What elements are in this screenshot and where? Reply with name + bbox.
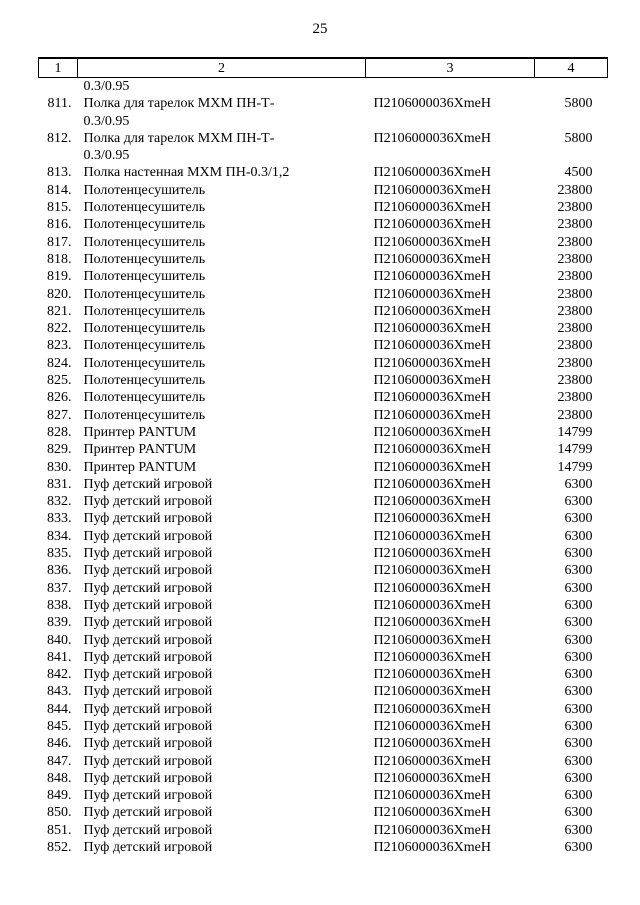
item-amount: 14799	[557, 442, 593, 458]
page-number: 25	[312, 21, 328, 37]
item-amount: 14799	[557, 459, 593, 475]
item-name: Пуф детский игровой	[83, 701, 213, 717]
item-code: П2106000036ХmeH	[373, 805, 491, 821]
item-name: Принтер PANTUM	[83, 459, 197, 475]
table-row	[39, 95, 608, 130]
item-amount: 6300	[564, 770, 593, 786]
table-row	[39, 130, 608, 165]
row-number: 821.	[47, 303, 72, 319]
item-name: Полотенцесушитель	[83, 390, 206, 406]
row-number: 812.	[47, 130, 72, 146]
item-name: Пуф детский игровой	[83, 528, 213, 544]
item-name: Полотенцесушитель	[83, 200, 206, 216]
item-name: Полотенцесушитель	[83, 251, 206, 267]
row-number: 813.	[47, 165, 72, 181]
table-row	[39, 355, 608, 372]
table-row	[39, 199, 608, 216]
item-amount: 6300	[564, 805, 593, 821]
item-amount: 6300	[564, 840, 593, 856]
table-row	[39, 164, 608, 181]
item-amount: 6300	[564, 701, 593, 717]
item-code: П2106000036ХmeH	[373, 597, 491, 613]
item-name: Пуф детский игровой	[83, 580, 213, 596]
item-amount: 6300	[564, 667, 593, 683]
item-code: П2106000036ХmeH	[373, 494, 491, 510]
item-name: Полотенцесушитель	[83, 355, 206, 371]
item-amount: 6300	[564, 615, 593, 631]
item-name: Пуф детский игровой	[83, 476, 213, 492]
item-code: П2106000036ХmeH	[373, 476, 491, 492]
item-name: Полотенцесушитель	[83, 182, 206, 198]
table-header	[39, 58, 608, 78]
table-row	[39, 597, 608, 614]
row-number: 835.	[47, 546, 72, 562]
row-number: 834.	[47, 528, 72, 544]
item-code: П2106000036ХmeH	[373, 736, 491, 752]
item-amount: 23800	[557, 200, 593, 216]
table-body	[39, 78, 608, 857]
item-name: Полотенцесушитель	[83, 303, 206, 319]
item-name	[78, 95, 366, 130]
table-row	[39, 718, 608, 735]
item-code: П2106000036ХmeH	[373, 251, 491, 267]
row-number: 819.	[47, 269, 72, 285]
item-code: П2106000036ХmeH	[373, 649, 491, 665]
table-row	[39, 407, 608, 424]
table-row	[39, 545, 608, 562]
row-number: 844.	[47, 701, 72, 717]
table-row	[39, 822, 608, 839]
item-amount: 23800	[557, 373, 593, 389]
item-amount: 6300	[564, 718, 593, 734]
table-row	[39, 562, 608, 579]
row-number: 837.	[47, 580, 72, 596]
header-row	[39, 58, 608, 78]
item-amount: 6300	[564, 649, 593, 665]
item-code: П2106000036ХmeH	[373, 632, 491, 648]
item-amount: 23800	[557, 269, 593, 285]
item-name: Пуф детский игровой	[83, 494, 213, 510]
row-number: 817.	[47, 234, 72, 250]
item-code: П2106000036ХmeH	[373, 373, 491, 389]
table-row	[39, 286, 608, 303]
item-name: Пуф детский игровой	[83, 718, 213, 734]
table-row	[39, 337, 608, 354]
row-number: 816.	[47, 217, 72, 233]
item-amount: 6300	[564, 736, 593, 752]
inventory-table	[38, 57, 608, 856]
item-code: П2106000036ХmeH	[373, 355, 491, 371]
item-code: П2106000036ХmeH	[373, 822, 491, 838]
item-code: П2106000036ХmeH	[373, 701, 491, 717]
table-row	[39, 580, 608, 597]
item-name: Пуф детский игровой	[83, 753, 213, 769]
item-amount: 23800	[557, 355, 593, 371]
item-amount: 6300	[564, 788, 593, 804]
table-row	[39, 372, 608, 389]
item-code: П2106000036ХmeH	[373, 770, 491, 786]
table-row	[39, 389, 608, 406]
item-code: П2106000036ХmeH	[373, 667, 491, 683]
table-row	[39, 268, 608, 285]
table-row	[39, 701, 608, 718]
item-code: П2106000036ХmeH	[373, 217, 491, 233]
row-number: 811.	[47, 96, 72, 112]
row-number: 850.	[47, 805, 72, 821]
item-amount: 6300	[564, 684, 593, 700]
item-code: П2106000036ХmeH	[373, 200, 491, 216]
item-name: Принтер PANTUM	[83, 424, 197, 440]
item-amount: 23800	[557, 390, 593, 406]
table-row	[39, 683, 608, 700]
row-number: 814.	[47, 182, 72, 198]
column-header-4: 4	[535, 58, 608, 78]
item-name: Пуф детский игровой	[83, 788, 213, 804]
item-amount: 6300	[564, 476, 593, 492]
item-code: П2106000036ХmeH	[373, 511, 491, 527]
table-row	[39, 216, 608, 233]
item-amount: 6300	[564, 822, 593, 838]
table-row	[39, 735, 608, 752]
table-row	[39, 303, 608, 320]
item-code: П2106000036ХmeH	[373, 442, 491, 458]
item-code: П2106000036ХmeH	[373, 165, 491, 181]
continuation-row	[39, 78, 608, 96]
item-amount: 23800	[557, 217, 593, 233]
row-number: 852.	[47, 840, 72, 856]
row-number: 848.	[47, 770, 72, 786]
row-number: 830.	[47, 459, 72, 475]
item-code: П2106000036ХmeH	[373, 459, 491, 475]
table-row	[39, 614, 608, 631]
item-amount: 6300	[564, 528, 593, 544]
item-amount: 23800	[557, 321, 593, 337]
table-row	[39, 649, 608, 666]
item-amount: 23800	[557, 182, 593, 198]
item-amount: 5800	[564, 96, 593, 112]
item-code: П2106000036ХmeH	[373, 390, 491, 406]
row-number: 818.	[47, 251, 72, 267]
table-row	[39, 510, 608, 527]
item-code: П2106000036ХmeH	[373, 130, 491, 146]
continuation-text: 0.3/0.95	[83, 79, 130, 94]
item-name: Полка настенная МХМ ПН-0.3/1,2	[83, 165, 290, 181]
item-amount: 6300	[564, 597, 593, 613]
item-name: Пуф детский игровой	[83, 736, 213, 752]
row-number: 849.	[47, 788, 72, 804]
item-code: П2106000036ХmeH	[373, 546, 491, 562]
item-amount: 6300	[564, 494, 593, 510]
item-code: П2106000036ХmeH	[373, 96, 491, 112]
item-name: Полотенцесушитель	[83, 234, 206, 250]
row-number: 815.	[47, 200, 72, 216]
item-code: П2106000036ХmeH	[373, 718, 491, 734]
item-code: П2106000036ХmeH	[373, 286, 491, 302]
item-amount: 4500	[564, 165, 593, 181]
item-code: П2106000036ХmeH	[373, 424, 491, 440]
item-amount: 6300	[564, 546, 593, 562]
item-amount: 14799	[557, 424, 593, 440]
row-number: 828.	[47, 424, 72, 440]
item-code: П2106000036ХmeH	[373, 321, 491, 337]
row-number: 829.	[47, 442, 72, 458]
item-name: Пуф детский игровой	[83, 805, 213, 821]
item-name-line-2: 0.3/0.95	[83, 148, 130, 164]
row-number: 851.	[47, 822, 72, 838]
row-number: 827.	[47, 407, 72, 423]
item-name: Полотенцесушитель	[83, 286, 206, 302]
item-code: П2106000036ХmeH	[373, 788, 491, 804]
item-amount: 23800	[557, 407, 593, 423]
row-number: 838.	[47, 597, 72, 613]
row-number: 820.	[47, 286, 72, 302]
table-row	[39, 753, 608, 770]
item-name: Пуф детский игровой	[83, 667, 213, 683]
item-code: П2106000036ХmeH	[373, 234, 491, 250]
table-row	[39, 804, 608, 821]
item-name: Полотенцесушитель	[83, 269, 206, 285]
item-name: Пуф детский игровой	[83, 615, 213, 631]
item-code: П2106000036ХmeH	[373, 580, 491, 596]
column-header-1: 1	[39, 58, 78, 78]
row-number: 839.	[47, 615, 72, 631]
item-name: Пуф детский игровой	[83, 546, 213, 562]
item-name-line-1: Полка для тарелок МХМ ПН-Т-	[83, 130, 275, 146]
item-amount: 6300	[564, 632, 593, 648]
item-name: Пуф детский игровой	[83, 649, 213, 665]
item-code: П2106000036ХmeH	[373, 563, 491, 579]
table-row	[39, 320, 608, 337]
row-number: 840.	[47, 632, 72, 648]
row-number: 845.	[47, 718, 72, 734]
row-number: 825.	[47, 373, 72, 389]
item-name-line-2: 0.3/0.95	[83, 113, 130, 129]
item-name: Пуф детский игровой	[83, 822, 213, 838]
item-amount: 6300	[564, 563, 593, 579]
row-number: 833.	[47, 511, 72, 527]
item-name: Полотенцесушитель	[83, 217, 206, 233]
table-row	[39, 424, 608, 441]
table-row	[39, 441, 608, 458]
item-amount: 6300	[564, 580, 593, 596]
item-amount: 23800	[557, 251, 593, 267]
item-code: П2106000036ХmeH	[373, 528, 491, 544]
item-name: Пуф детский игровой	[83, 597, 213, 613]
table-row	[39, 476, 608, 493]
item-amount: 5800	[564, 130, 593, 146]
table-row	[39, 528, 608, 545]
table-row	[39, 632, 608, 649]
item-name	[78, 130, 366, 165]
item-amount: 23800	[557, 286, 593, 302]
row-number: 847.	[47, 753, 72, 769]
table-row	[39, 459, 608, 476]
item-amount: 23800	[557, 234, 593, 250]
table-row	[39, 839, 608, 856]
item-amount: 6300	[564, 753, 593, 769]
item-code: П2106000036ХmeH	[373, 182, 491, 198]
row-number: 842.	[47, 667, 72, 683]
row-number: 836.	[47, 563, 72, 579]
item-name: Пуф детский игровой	[83, 770, 213, 786]
item-code: П2106000036ХmeH	[373, 407, 491, 423]
item-name: Пуф детский игровой	[83, 684, 213, 700]
table-row	[39, 251, 608, 268]
item-code: П2106000036ХmeH	[373, 338, 491, 354]
item-code: П2106000036ХmeH	[373, 269, 491, 285]
item-name-line-1: Полка для тарелок МХМ ПН-Т-	[83, 96, 275, 112]
item-name: Полотенцесушитель	[83, 373, 206, 389]
table-row	[39, 770, 608, 787]
item-amount: 6300	[564, 511, 593, 527]
table-row	[39, 787, 608, 804]
row-number: 843.	[47, 684, 72, 700]
table-row	[39, 666, 608, 683]
row-number: 824.	[47, 355, 72, 371]
item-amount: 23800	[557, 338, 593, 354]
item-name: Полотенцесушитель	[83, 321, 206, 337]
row-number: 832.	[47, 494, 72, 510]
item-code: П2106000036ХmeH	[373, 840, 491, 856]
column-header-2: 2	[78, 58, 366, 78]
row-number: 822.	[47, 321, 72, 337]
column-header-3: 3	[366, 58, 535, 78]
row-number: 823.	[47, 338, 72, 354]
item-name: Пуф детский игровой	[83, 632, 213, 648]
item-name: Пуф детский игровой	[83, 563, 213, 579]
item-code: П2106000036ХmeH	[373, 303, 491, 319]
item-amount: 23800	[557, 303, 593, 319]
table-row	[39, 493, 608, 510]
table-row	[39, 234, 608, 251]
item-name: Пуф детский игровой	[83, 511, 213, 527]
item-code: П2106000036ХmeH	[373, 753, 491, 769]
row-number: 846.	[47, 736, 72, 752]
item-code: П2106000036ХmeH	[373, 684, 491, 700]
item-name: Принтер PANTUM	[83, 442, 197, 458]
item-name: Полотенцесушитель	[83, 407, 206, 423]
item-name: Полотенцесушитель	[83, 338, 206, 354]
item-name: Пуф детский игровой	[83, 840, 213, 856]
item-code: П2106000036ХmeH	[373, 615, 491, 631]
row-number: 826.	[47, 390, 72, 406]
row-number: 841.	[47, 649, 72, 665]
table-row	[39, 182, 608, 199]
row-number: 831.	[47, 476, 72, 492]
